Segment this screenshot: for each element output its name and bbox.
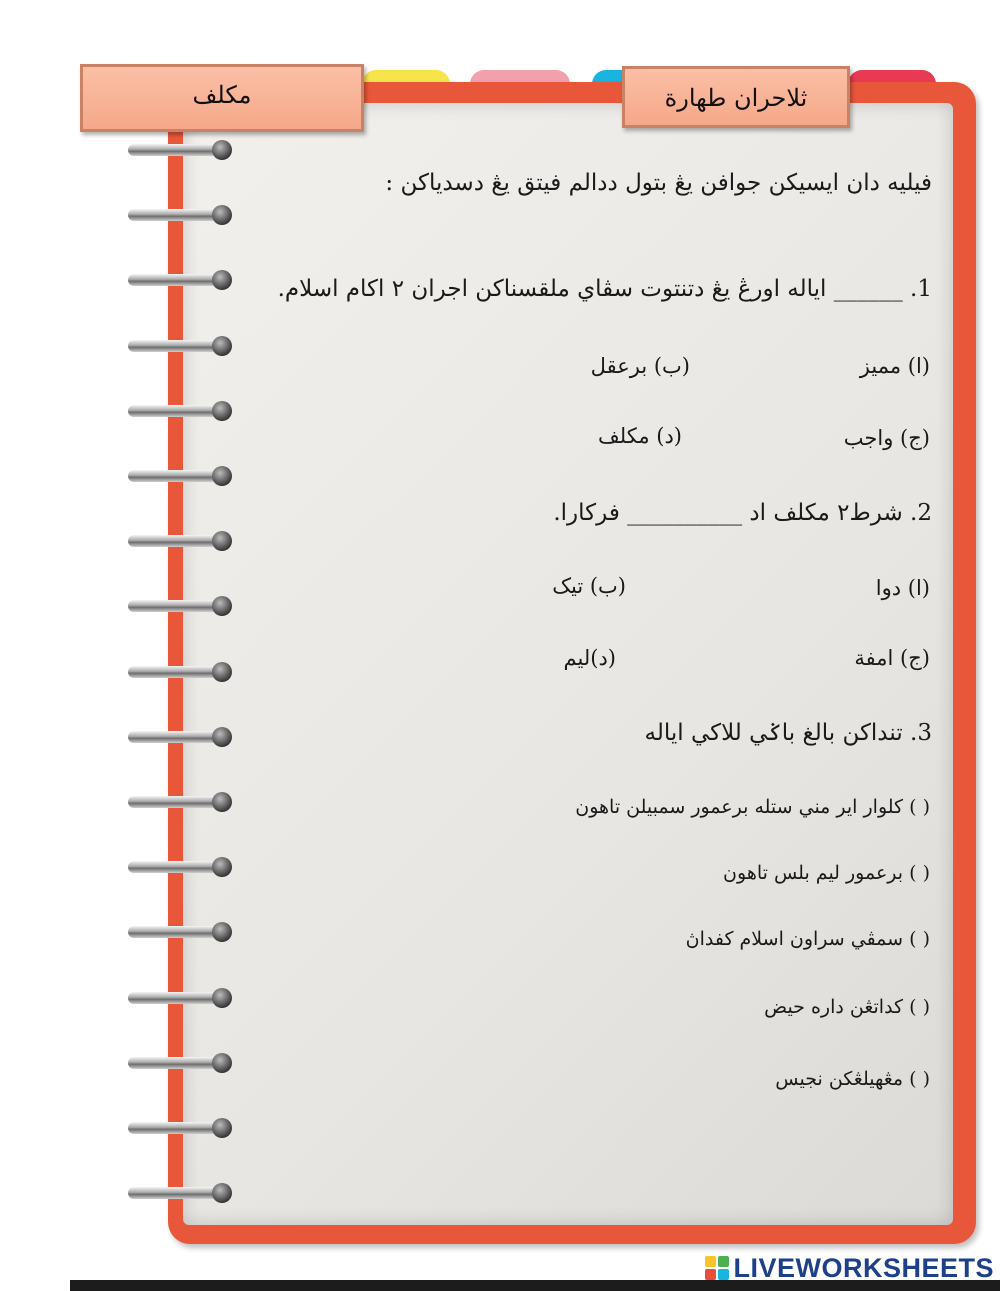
liveworksheets-logo-icon	[705, 1256, 729, 1280]
spiral-ring	[128, 1183, 232, 1205]
spiral-ring	[128, 270, 232, 292]
spiral-ring	[128, 336, 232, 358]
q3-checklist-item-1[interactable]: ( ) كلوار اير مني ستله برعمور سمبيلن تاهون	[575, 796, 930, 818]
spiral-ring	[128, 140, 232, 162]
spiral-ring	[128, 727, 232, 749]
q3-checklist-item-2[interactable]: ( ) برعمور ليم بلس تاهون	[723, 862, 930, 884]
spiral-ring	[128, 857, 232, 879]
liveworksheets-logo[interactable]	[705, 1253, 994, 1283]
liveworksheets-logo-text: LIVEWORKSHEETS	[733, 1252, 994, 1283]
q2-option-b[interactable]: (ب) تيک	[552, 574, 626, 598]
spiral-ring	[128, 988, 232, 1010]
worksheet-title	[622, 66, 850, 128]
q1-option-d[interactable]: (د) مكلف	[598, 424, 682, 448]
q3-checklist-item-5[interactable]: ( ) مڠهيلڠكن نجيس	[775, 1068, 930, 1090]
q1-option-b[interactable]: (ب) برعقل	[590, 354, 690, 378]
spiral-ring	[128, 792, 232, 814]
question-2-text: 2. شرط٢ مكلف اد __________ فركارا.	[553, 500, 932, 526]
question-3-text: 3. تنداكن بالغ باݢي للاكي اياله	[644, 720, 932, 746]
q2-option-c[interactable]: (ج) امفة	[854, 646, 930, 670]
q1-option-a[interactable]: (ا) مميز	[859, 354, 930, 378]
question-1-text: 1. ______ اياله اورڠ يڠ دتنتوت سڤاي ملقسناكن اجران ٢ اكام اسلام.	[277, 276, 932, 302]
worksheet-title-text: ثلاحران طهارة	[664, 84, 808, 112]
q2-option-d[interactable]: (د)ليم	[563, 646, 616, 670]
spiral-ring	[128, 1118, 232, 1140]
topic-label-text: مكلف	[192, 81, 252, 109]
q3-checklist-item-4[interactable]: ( ) كداتڠن داره حيض	[764, 996, 930, 1018]
q1-option-c[interactable]: (ج) واجب	[843, 426, 930, 450]
spiral-ring	[128, 205, 232, 227]
q3-checklist-item-3[interactable]: ( ) سمڤي سراون اسلام كفداڽ	[685, 928, 930, 950]
spiral-ring	[128, 401, 232, 423]
spiral-ring	[128, 662, 232, 684]
q2-option-a[interactable]: (ا) دوا	[875, 576, 930, 600]
instructions-text: فيليه دان ايسيكن جوافن يڠ بتول ددالم فيتق يڠ دسدياكن :	[385, 170, 932, 196]
spiral-ring	[128, 531, 232, 553]
spiral-ring	[128, 1053, 232, 1075]
spiral-ring	[128, 596, 232, 618]
spiral-ring	[128, 922, 232, 944]
spiral-ring	[128, 466, 232, 488]
topic-label	[80, 64, 364, 132]
